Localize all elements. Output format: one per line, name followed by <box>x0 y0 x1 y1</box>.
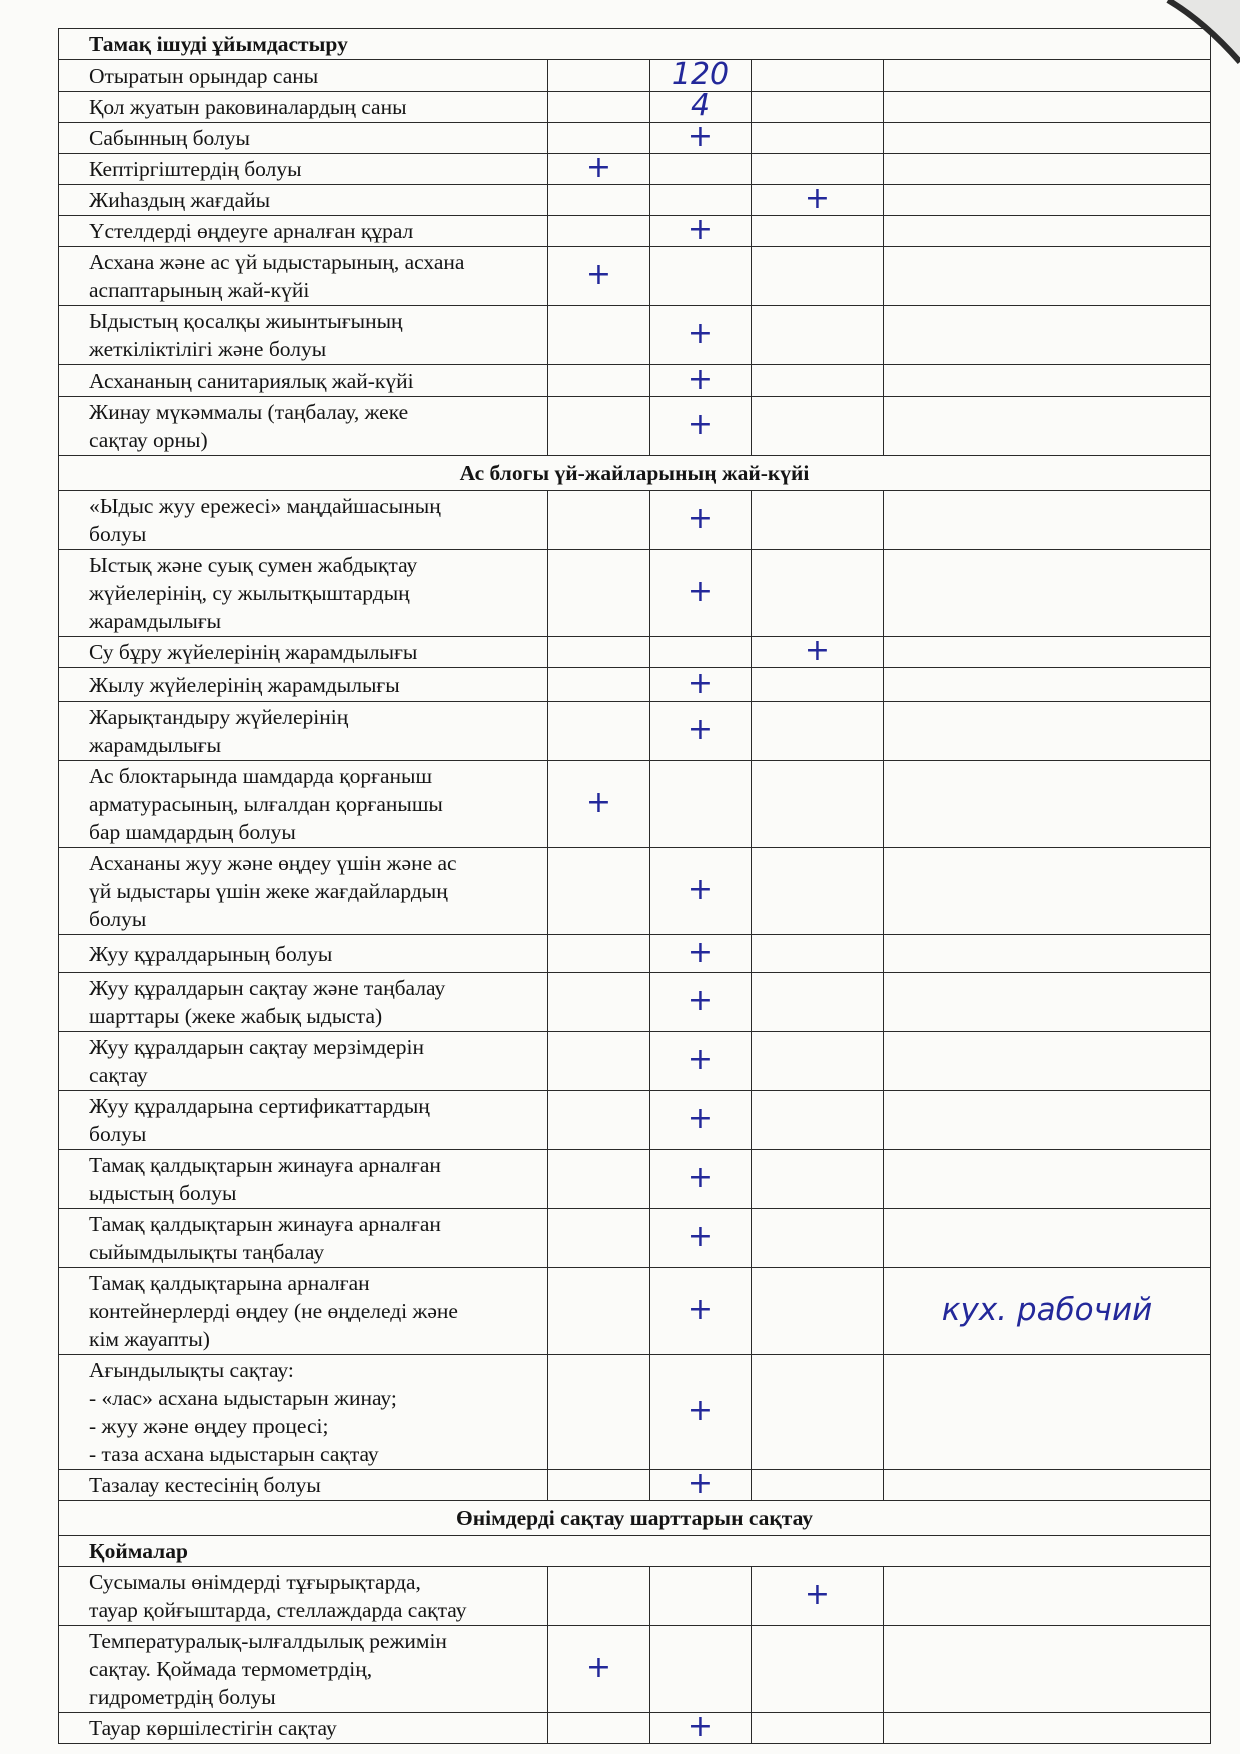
mark-col-1 <box>548 92 650 123</box>
mark-col-1 <box>548 1713 650 1744</box>
mark-col-1 <box>548 1470 650 1501</box>
table-row <box>59 1150 1211 1209</box>
table-row <box>59 1713 1211 1744</box>
mark-col-3 <box>752 365 884 397</box>
mark-col-2 <box>650 1466 752 1501</box>
row-label: Асхананы жуу және өңдеу үшін және ас үй ыдыстары үшін жеке жағдайлардың болуы <box>59 848 548 935</box>
table-row <box>59 973 1211 1032</box>
mark-col-1 <box>548 1150 650 1209</box>
handwritten-mark: + <box>687 212 714 247</box>
mark-col-1 <box>548 247 650 306</box>
note-col <box>884 491 1211 550</box>
table-row <box>59 1626 1211 1713</box>
table-row <box>59 702 1211 761</box>
mark-col-1 <box>548 1091 650 1150</box>
table-row <box>59 397 1211 456</box>
handwritten-mark: 4 <box>690 88 711 123</box>
row-label: Асхананың санитариялық жай-күйі <box>59 365 548 397</box>
mark-col-2 <box>650 935 752 973</box>
note-col <box>884 1626 1211 1713</box>
note-col <box>884 550 1211 637</box>
handwritten-mark: + <box>687 1101 714 1136</box>
mark-col-2 <box>650 491 752 550</box>
mark-col-3 <box>752 1355 884 1470</box>
handwritten-mark: + <box>804 1577 831 1612</box>
handwritten-mark: + <box>687 361 714 397</box>
mark-col-2 <box>650 397 752 456</box>
mark-col-3 <box>752 1150 884 1209</box>
note-col <box>884 848 1211 935</box>
subsection-header <box>59 29 1211 60</box>
mark-col-2 <box>650 185 752 216</box>
handwritten-mark: + <box>687 665 714 701</box>
mark-col-1 <box>548 216 650 247</box>
inspection-checklist-sheet <box>58 28 1210 1744</box>
row-label: Ыдыстың қосалқы жиынтығының жеткіліктілігі және болуы <box>59 306 548 365</box>
row-label: Жиһаздың жағдайы <box>59 185 548 216</box>
row-label: Отыратын орындар саны <box>59 60 548 92</box>
handwritten-note: кух. рабочий <box>941 1291 1153 1328</box>
mark-col-2 <box>650 247 752 306</box>
row-label: Тамақ қалдықтарын жинауға арналған ыдыстың болуы <box>59 1150 548 1209</box>
mark-col-3 <box>752 123 884 154</box>
mark-col-1 <box>548 1567 650 1626</box>
mark-col-1 <box>548 935 650 973</box>
mark-col-2 <box>650 1626 752 1713</box>
row-label: Тамақ қалдықтарына арналған контейнерлерді өңдеу (не өңделеді және кім жауапты) <box>59 1268 548 1355</box>
row-label: Тауар көршілестігін сақтау <box>59 1713 548 1744</box>
note-col <box>884 1032 1211 1091</box>
handwritten-mark: + <box>687 1042 714 1077</box>
table-row <box>59 1209 1211 1268</box>
mark-col-3 <box>752 1626 884 1713</box>
table-row <box>59 247 1211 306</box>
mark-col-1 <box>548 848 650 935</box>
row-label: Ас блоктарында шамдарда қорғаныш арматурасының, ылғалдан қорғанышы бар шамдардың болуы <box>59 761 548 848</box>
mark-col-3 <box>752 973 884 1032</box>
mark-col-2 <box>650 637 752 668</box>
table-row <box>59 1091 1211 1150</box>
row-label: Жылу жүйелерінің жарамдылығы <box>59 668 548 702</box>
handwritten-mark: + <box>687 407 714 442</box>
row-label: Жуу құралдарының болуы <box>59 935 548 973</box>
mark-col-2 <box>650 1032 752 1091</box>
table-row <box>59 637 1211 668</box>
mark-col-3 <box>752 1209 884 1268</box>
note-col <box>884 1355 1211 1470</box>
handwritten-mark: + <box>687 1393 714 1428</box>
handwritten-mark: + <box>585 257 612 292</box>
mark-col-2 <box>650 1150 752 1209</box>
handwritten-mark: + <box>687 872 714 907</box>
mark-col-2 <box>650 665 752 702</box>
row-label: Ыстық және суық сумен жабдықтау жүйелерінің, су жылытқыштардың жарамдылығы <box>59 550 548 637</box>
mark-col-1 <box>548 973 650 1032</box>
mark-col-1 <box>548 306 650 365</box>
mark-col-1 <box>548 365 650 397</box>
handwritten-mark: + <box>804 633 831 668</box>
table-row <box>59 1355 1211 1470</box>
note-col <box>884 761 1211 848</box>
table-row <box>59 216 1211 247</box>
mark-col-2 <box>650 1355 752 1470</box>
table-row <box>59 123 1211 154</box>
mark-col-3 <box>752 1713 884 1744</box>
note-col <box>884 60 1211 92</box>
mark-col-1 <box>548 150 650 185</box>
note-col <box>884 397 1211 456</box>
mark-col-1 <box>548 491 650 550</box>
note-col <box>884 306 1211 365</box>
note-col <box>884 185 1211 216</box>
note-col <box>884 702 1211 761</box>
note-col <box>884 216 1211 247</box>
handwritten-mark: + <box>687 983 714 1018</box>
row-label: Тазалау кестесінің болуы <box>59 1470 548 1501</box>
row-label: Жарықтандыру жүйелерінің жарамдылығы <box>59 702 548 761</box>
mark-col-3 <box>752 550 884 637</box>
handwritten-mark: + <box>687 1292 714 1327</box>
mark-col-3 <box>752 1470 884 1501</box>
mark-col-1 <box>548 1209 650 1268</box>
mark-col-1 <box>548 761 650 848</box>
row-label: Ағындылықты сақтау: - «лас» асхана ыдыстарын жинау; - жуу және өңдеу процесі; - таза асхана ыдыстарын сақтау <box>59 1355 548 1470</box>
table-row <box>59 306 1211 365</box>
mark-col-1 <box>548 397 650 456</box>
note-col <box>884 1268 1211 1355</box>
handwritten-mark: + <box>687 1160 714 1195</box>
mark-col-3 <box>752 935 884 973</box>
table-row <box>59 92 1211 123</box>
table-row <box>59 365 1211 397</box>
mark-col-2 <box>650 1567 752 1626</box>
mark-col-3 <box>752 247 884 306</box>
handwritten-mark: + <box>804 181 831 216</box>
mark-col-2 <box>650 154 752 185</box>
table-row <box>59 668 1211 702</box>
mark-col-3 <box>752 397 884 456</box>
mark-col-2 <box>650 973 752 1032</box>
row-label: Асхана және ас үй ыдыстарының, асхана аспаптарының жай-күйі <box>59 247 548 306</box>
subsection-header <box>59 1536 1211 1567</box>
row-label: Қол жуатын раковиналардың саны <box>59 92 548 123</box>
section-header <box>59 456 1211 491</box>
table-row <box>59 550 1211 637</box>
handwritten-mark: + <box>687 316 714 351</box>
row-label: Су бұру жүйелерінің жарамдылығы <box>59 637 548 668</box>
mark-col-2 <box>650 361 752 397</box>
mark-col-3 <box>752 1567 884 1626</box>
mark-col-3 <box>752 702 884 761</box>
mark-col-2 <box>650 88 752 123</box>
note-col <box>884 973 1211 1032</box>
handwritten-mark: + <box>687 1709 714 1744</box>
mark-col-2 <box>650 702 752 761</box>
mark-col-1 <box>548 550 650 637</box>
note-col <box>884 637 1211 668</box>
table-row <box>59 154 1211 185</box>
note-col <box>884 123 1211 154</box>
note-col <box>884 935 1211 973</box>
handwritten-mark: + <box>687 934 714 970</box>
handwritten-mark: + <box>687 712 714 747</box>
mark-col-1 <box>548 123 650 154</box>
row-label: Сусымалы өнімдерді тұғырықтарда, тауар қойғыштарда, стеллаждарда сақтау <box>59 1567 548 1626</box>
mark-col-1 <box>548 637 650 668</box>
mark-col-2 <box>650 1268 752 1355</box>
mark-col-3 <box>752 1091 884 1150</box>
mark-col-3 <box>752 633 884 668</box>
checklist-table <box>58 28 1211 1744</box>
mark-col-2 <box>650 119 752 154</box>
row-label: Үстелдерді өңдеуге арналған құрал <box>59 216 548 247</box>
mark-col-3 <box>752 848 884 935</box>
mark-col-3 <box>752 491 884 550</box>
note-col <box>884 1091 1211 1150</box>
mark-col-3 <box>752 1268 884 1355</box>
handwritten-mark: + <box>687 1219 714 1254</box>
table-row <box>59 1268 1211 1355</box>
subsection-title: Тамақ ішуді ұйымдастыру <box>59 29 1211 60</box>
table-row <box>59 491 1211 550</box>
note-col <box>884 1470 1211 1501</box>
row-label: Сабынның болуы <box>59 123 548 154</box>
note-col <box>884 154 1211 185</box>
table-row <box>59 1567 1211 1626</box>
mark-col-1 <box>548 60 650 92</box>
table-row <box>59 935 1211 973</box>
mark-col-1 <box>548 185 650 216</box>
mark-col-2 <box>650 848 752 935</box>
mark-col-2 <box>650 56 752 92</box>
mark-col-1 <box>548 702 650 761</box>
table-row <box>59 761 1211 848</box>
mark-col-3 <box>752 60 884 92</box>
handwritten-mark: + <box>585 785 612 820</box>
mark-col-2 <box>650 550 752 637</box>
row-label: Жуу құралдарын сақтау мерзімдерін сақтау <box>59 1032 548 1091</box>
subsection-title: Қоймалар <box>59 1536 1211 1567</box>
mark-col-3 <box>752 92 884 123</box>
mark-col-1 <box>548 1355 650 1470</box>
note-col <box>884 1713 1211 1744</box>
mark-col-2 <box>650 306 752 365</box>
handwritten-mark: + <box>687 574 714 609</box>
section-title: Ас блогы үй-жайларының жай-күйі <box>59 456 1211 491</box>
handwritten-mark: 120 <box>671 56 730 92</box>
table-row <box>59 60 1211 92</box>
row-label: Жуу құралдарын сақтау және таңбалау шарттары (жеке жабық ыдыста) <box>59 973 548 1032</box>
mark-col-1 <box>548 668 650 702</box>
mark-col-3 <box>752 761 884 848</box>
table-row <box>59 185 1211 216</box>
mark-col-2 <box>650 1709 752 1744</box>
table-row <box>59 1470 1211 1501</box>
row-label: Тамақ қалдықтарын жинауға арналған сыйымдылықты таңбалау <box>59 1209 548 1268</box>
note-col <box>884 247 1211 306</box>
mark-col-3 <box>752 154 884 185</box>
row-label: Температуралық-ылғалдылық режимін сақтау. Қоймада термометрдің, гидрометрдің болуы <box>59 1626 548 1713</box>
section-title: Өнімдерді сақтау шарттарын сақтау <box>59 1501 1211 1536</box>
mark-col-2 <box>650 1209 752 1268</box>
table-row <box>59 1032 1211 1091</box>
mark-col-3 <box>752 216 884 247</box>
mark-col-2 <box>650 1091 752 1150</box>
note-col <box>884 92 1211 123</box>
note-col <box>884 365 1211 397</box>
note-col <box>884 1209 1211 1268</box>
note-col <box>884 1150 1211 1209</box>
handwritten-mark: + <box>687 1466 714 1501</box>
mark-col-3 <box>752 668 884 702</box>
mark-col-3 <box>752 306 884 365</box>
row-label: Жинау мүкәммалы (таңбалау, жеке сақтау орны) <box>59 397 548 456</box>
mark-col-1 <box>548 1032 650 1091</box>
note-col <box>884 1567 1211 1626</box>
handwritten-mark: + <box>585 150 612 185</box>
handwritten-mark: + <box>687 501 714 536</box>
mark-col-3 <box>752 181 884 216</box>
mark-col-2 <box>650 761 752 848</box>
row-label: Кептіргіштердің болуы <box>59 154 548 185</box>
note-col <box>884 668 1211 702</box>
table-row <box>59 848 1211 935</box>
section-header <box>59 1501 1211 1536</box>
mark-col-1 <box>548 1268 650 1355</box>
row-label: Жуу құралдарына сертификаттардың болуы <box>59 1091 548 1150</box>
mark-col-2 <box>650 212 752 247</box>
mark-col-3 <box>752 1032 884 1091</box>
mark-col-1 <box>548 1626 650 1713</box>
handwritten-mark: + <box>585 1650 612 1685</box>
handwritten-mark: + <box>687 119 714 154</box>
row-label: «Ыдыс жуу ережесі» маңдайшасының болуы <box>59 491 548 550</box>
